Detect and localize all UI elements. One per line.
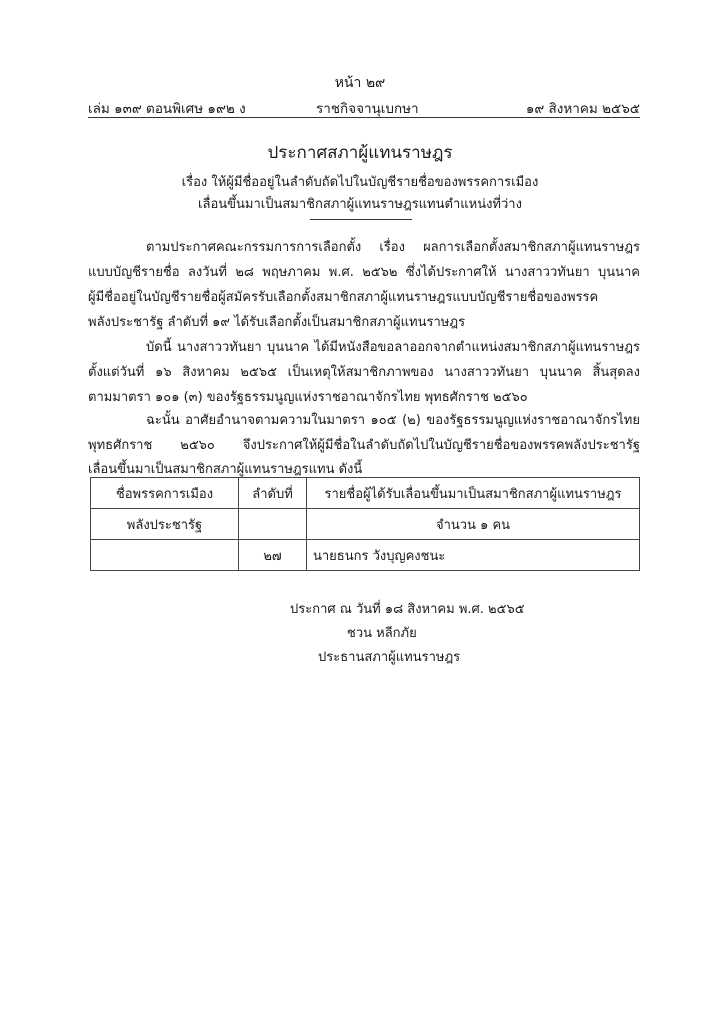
empty-cell xyxy=(91,540,239,571)
publication-date: ๑๙ สิงหาคม ๒๕๖๕ xyxy=(525,101,640,117)
title-divider xyxy=(310,219,412,220)
announcement-subject-line-1: เรื่อง ให้ผู้มีชื่ออยู่ในลำดับถัดไปในบัญชีรายชื่อของพรรคการเมือง xyxy=(181,175,539,190)
paragraph-line: ตามประกาศคณะกรรมการการเลือกตั้ง เรื่อง ผลการเลือกตั้งสมาชิกสภาผู้แทนราษฎร xyxy=(146,240,640,255)
announcement-title: ประกาศสภาผู้แทนราษฎร xyxy=(267,143,453,163)
member-count-cell: จำนวน ๑ คน xyxy=(307,509,640,540)
gazette-header xyxy=(88,97,640,117)
table-header-row xyxy=(91,478,640,509)
party-name-cell: พลังประชารัฐ xyxy=(91,509,239,540)
paragraph-line: บัดนี้ นางสาววทันยา บุนนาค ได้มีหนังสือขอลาออกจากตำแหน่งสมาชิกสภาผู้แทนราษฎร xyxy=(146,340,640,355)
paragraph-line: ตามมาตรา ๑๐๑ (๓) ของรัฐธรรมนูญแห่งราชอาณาจักรไทย พุทธศักราช ๒๕๖๐ xyxy=(88,390,528,405)
paragraph-line: พุทธศักราช ๒๕๖๐ จึงประกาศให้ผู้มีชื่อในลำดับถัดไปในบัญชีรายชื่อของพรรคพลังประชารัฐ xyxy=(88,438,640,453)
paragraph-line: ตั้งแต่วันที่ ๑๖ สิงหาคม ๒๕๖๕ เป็นเหตุให้สมาชิกภาพของ นางสาววทันยา บุนนาค สิ้นสุดลง xyxy=(88,365,640,380)
rank-cell: ๒๗ xyxy=(239,540,307,571)
paragraph-line: พลังประชารัฐ ลำดับที่ ๑๙ ได้รับเลือกตั้งเป็นสมาชิกสภาผู้แทนราษฎร xyxy=(88,315,466,330)
paragraph-line: ผู้มีชื่ออยู่ในบัญชีรายชื่อผู้สมัครรับเลือกตั้งสมาชิกสภาผู้แทนราษฎรแบบบัญชีรายชื่อของพรรค xyxy=(88,290,599,305)
member-name-cell: นายธนกร วังบุญคงชนะ xyxy=(307,540,640,571)
paragraph-line: แบบบัญชีรายชื่อ ลงวันที่ ๒๘ พฤษภาคม พ.ศ. ๒๕๖๒ ซึ่งได้ประกาศให้ นางสาววทันยา บุนนาค xyxy=(88,265,640,280)
signatory-position: ประธานสภาผู้แทนราษฎร xyxy=(318,650,461,665)
signatory-name: ชวน หลีกภัย xyxy=(347,626,417,641)
table-row xyxy=(91,509,640,540)
announcement-date: ประกาศ ณ วันที่ ๑๘ สิงหาคม พ.ศ. ๒๕๖๕ xyxy=(290,602,525,617)
paragraph-line: ฉะนั้น อาศัยอำนาจตามความในมาตรา ๑๐๕ (๒) ของรัฐธรรมนูญแห่งราชอาณาจักรไทย xyxy=(146,413,640,428)
page-number: หน้า ๒๙ xyxy=(334,75,386,91)
volume-info: เล่ม ๑๓๙ ตอนพิเศษ ๑๙๒ ง xyxy=(88,101,246,117)
header-divider xyxy=(88,117,640,118)
column-header-names: รายชื่อผู้ได้รับเลื่อนขึ้นมาเป็นสมาชิกสภาผู้แทนราษฎร xyxy=(307,478,640,509)
paragraph-line: เลื่อนขึ้นมาเป็นสมาชิกสภาผู้แทนราษฎรแทน ดังนี้ xyxy=(88,462,363,477)
announcement-subject-line-2: เลื่อนขึ้นมาเป็นสมาชิกสภาผู้แทนราษฎรแทนตำแหน่งที่ว่าง xyxy=(198,197,522,212)
column-header-rank: ลำดับที่ xyxy=(239,478,307,509)
party-list-table xyxy=(90,477,640,571)
table-row xyxy=(91,540,640,571)
column-header-party: ชื่อพรรคการเมือง xyxy=(91,478,239,509)
empty-cell xyxy=(239,509,307,540)
publication-name: ราชกิจจานุเบกษา xyxy=(316,101,419,117)
